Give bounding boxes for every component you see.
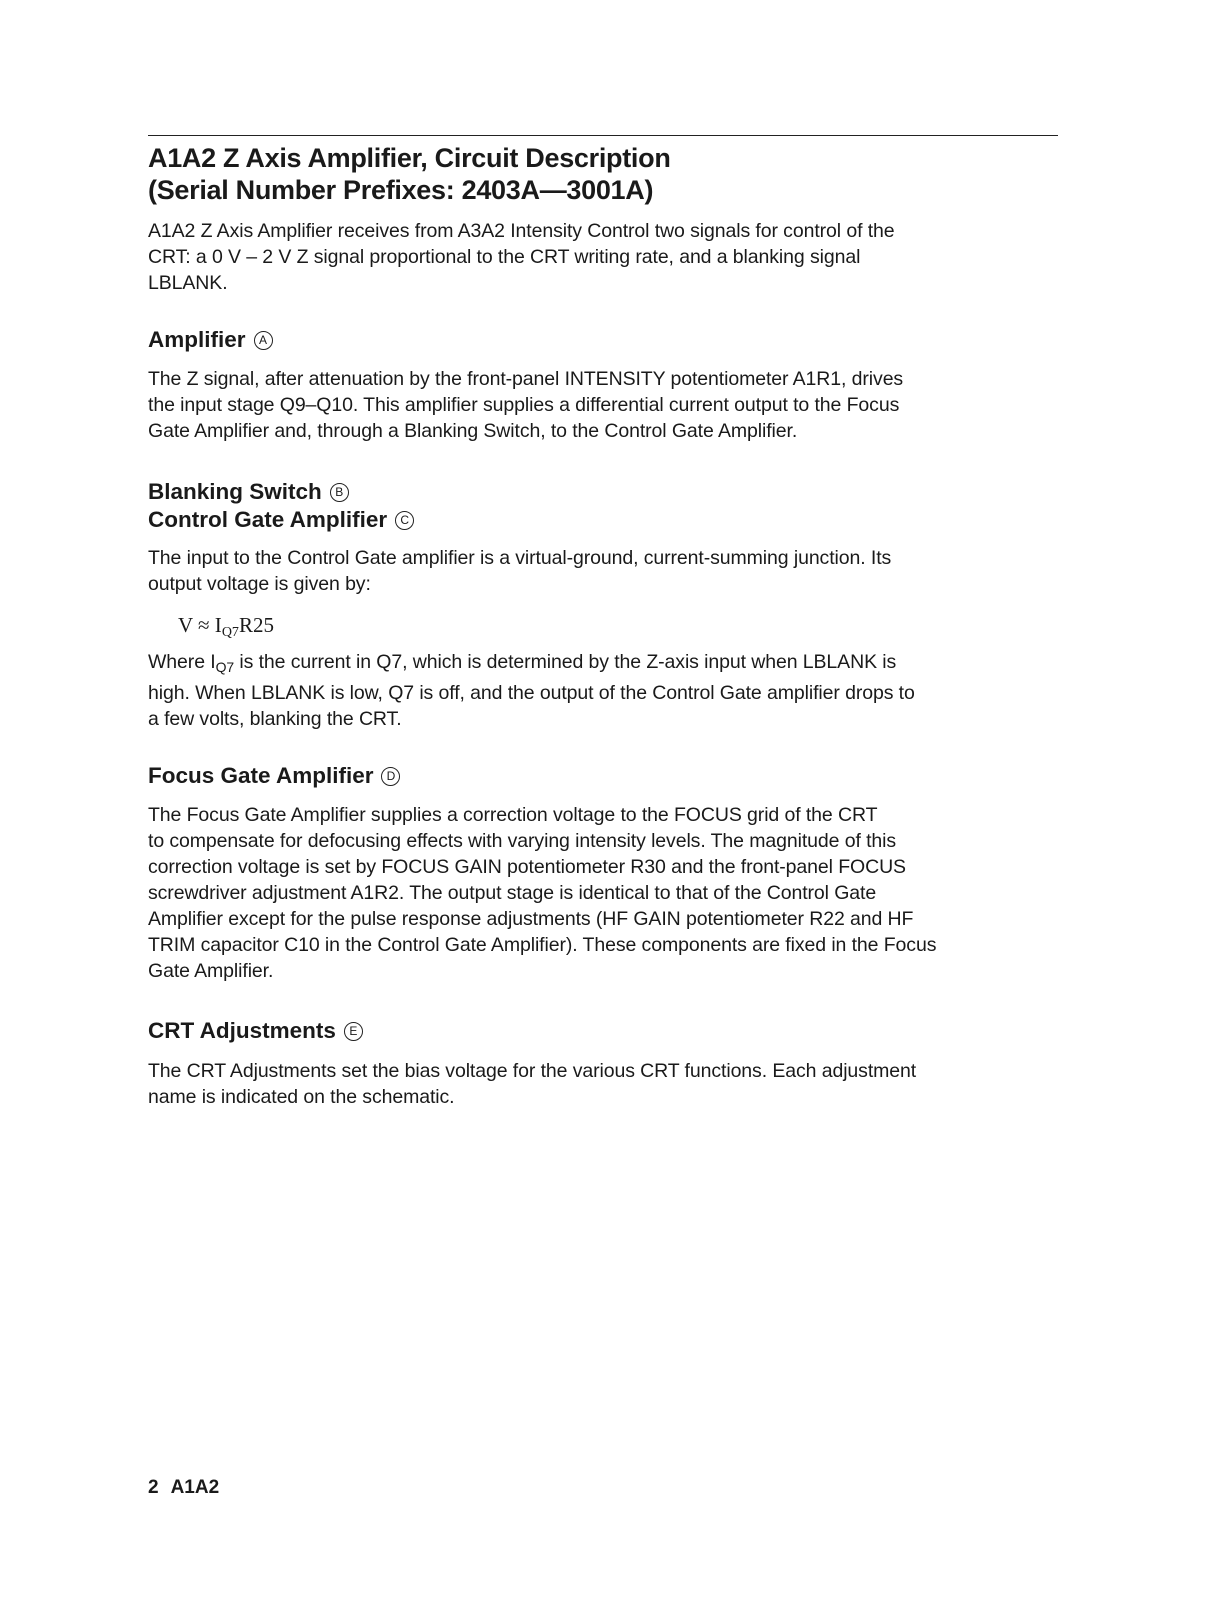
crt-adjustments-heading-text: CRT Adjustments [148, 1018, 336, 1043]
crt-adjustments-heading [148, 1017, 363, 1045]
focus-gate-line-4: screwdriver adjustment A1R2. The output stage is identical to that of the Control Gate [148, 882, 877, 904]
crt-adjustments-line-1: The CRT Adjustments set the bias voltage for the various CRT functions. Each adjustment [148, 1060, 917, 1082]
focus-gate-line-3: correction voltage is set by FOCUS GAIN potentiometer R30 and the front-panel FOCUS [148, 856, 906, 878]
control-gate-where-paragraph [148, 649, 1053, 732]
focus-gate-line-7: Gate Amplifier. [148, 960, 274, 982]
intro-line-2: CRT: a 0 V – 2 V Z signal proportional to the CRT writing rate, and a blanking signal [148, 246, 861, 268]
control-gate-heading-text: Control Gate Amplifier [148, 507, 388, 532]
control-gate-paragraph [148, 545, 1053, 597]
circled-e-marker: E [344, 1022, 363, 1041]
output-voltage-formula [178, 612, 274, 646]
footer-section: A1A2 [170, 1477, 220, 1498]
intro-line-1: A1A2 Z Axis Amplifier receives from A3A2 Intensity Control two signals for control of the [148, 220, 895, 242]
blanking-switch-heading-text: Blanking Switch [148, 479, 322, 504]
amplifier-heading-text: Amplifier [148, 327, 246, 352]
control-gate-line-1: The input to the Control Gate amplifier is a virtual-ground, current-summing junction. Its [148, 547, 892, 569]
control-gate-line-2: output voltage is given by: [148, 573, 371, 595]
control-gate-heading [148, 506, 414, 534]
intro-line-3: LBLANK. [148, 272, 228, 294]
focus-gate-heading-text: Focus Gate Amplifier [148, 763, 374, 788]
focus-gate-line-2: to compensate for defocusing effects with varying intensity levels. The magnitude of this [148, 830, 897, 852]
header-rule [148, 135, 1058, 136]
focus-gate-line-6: TRIM capacitor C10 in the Control Gate Amplifier). These components are fixed in the Focus [148, 934, 937, 956]
crt-adjustments-paragraph [148, 1058, 1053, 1110]
where-line-1-rest: is the current in Q7, which is determined by the Z-axis input when LBLANK is [234, 651, 897, 673]
focus-gate-heading [148, 762, 400, 790]
amplifier-line-1: The Z signal, after attenuation by the front-panel INTENSITY potentiometer A1R1, drives [148, 368, 904, 390]
amplifier-paragraph [148, 366, 1053, 444]
focus-gate-line-5: Amplifier except for the pulse response adjustments (HF GAIN potentiometer R22 and HF [148, 908, 914, 930]
amplifier-heading [148, 326, 273, 354]
where-line-1 [148, 649, 1053, 680]
crt-adjustments-line-2: name is indicated on the schematic. [148, 1086, 455, 1108]
where-line-3: a few volts, blanking the CRT. [148, 708, 402, 730]
footer-page-number: 2 [148, 1477, 159, 1498]
where-subscript: Q7 [215, 659, 235, 675]
title-line-2: (Serial Number Prefixes: 2403A—3001A) [148, 175, 654, 205]
title-line-1: A1A2 Z Axis Amplifier, Circuit Description [148, 143, 671, 173]
focus-gate-line-1: The Focus Gate Amplifier supplies a correction voltage to the FOCUS grid of the CRT [148, 804, 878, 826]
circled-a-marker: A [254, 331, 273, 350]
amplifier-line-3: Gate Amplifier and, through a Blanking Switch, to the Control Gate Amplifier. [148, 420, 798, 442]
amplifier-line-2: the input stage Q9–Q10. This amplifier supplies a differential current output to the Focus [148, 394, 900, 416]
where-line-2: high. When LBLANK is low, Q7 is off, and the output of the Control Gate amplifier drops to [148, 682, 915, 704]
circled-d-marker: D [381, 767, 400, 786]
circled-c-marker: C [395, 511, 414, 530]
blanking-switch-heading [148, 478, 349, 506]
intro-paragraph [148, 218, 1053, 296]
formula-lhs: V ≈ I [178, 613, 222, 637]
focus-gate-paragraph [148, 802, 1053, 984]
page-footer [148, 1476, 219, 1500]
page-title [148, 142, 1058, 206]
where-prefix: Where I [148, 651, 216, 673]
circled-b-marker: B [330, 483, 349, 502]
formula-rhs: R25 [238, 613, 274, 637]
formula-subscript: Q7 [221, 625, 239, 640]
